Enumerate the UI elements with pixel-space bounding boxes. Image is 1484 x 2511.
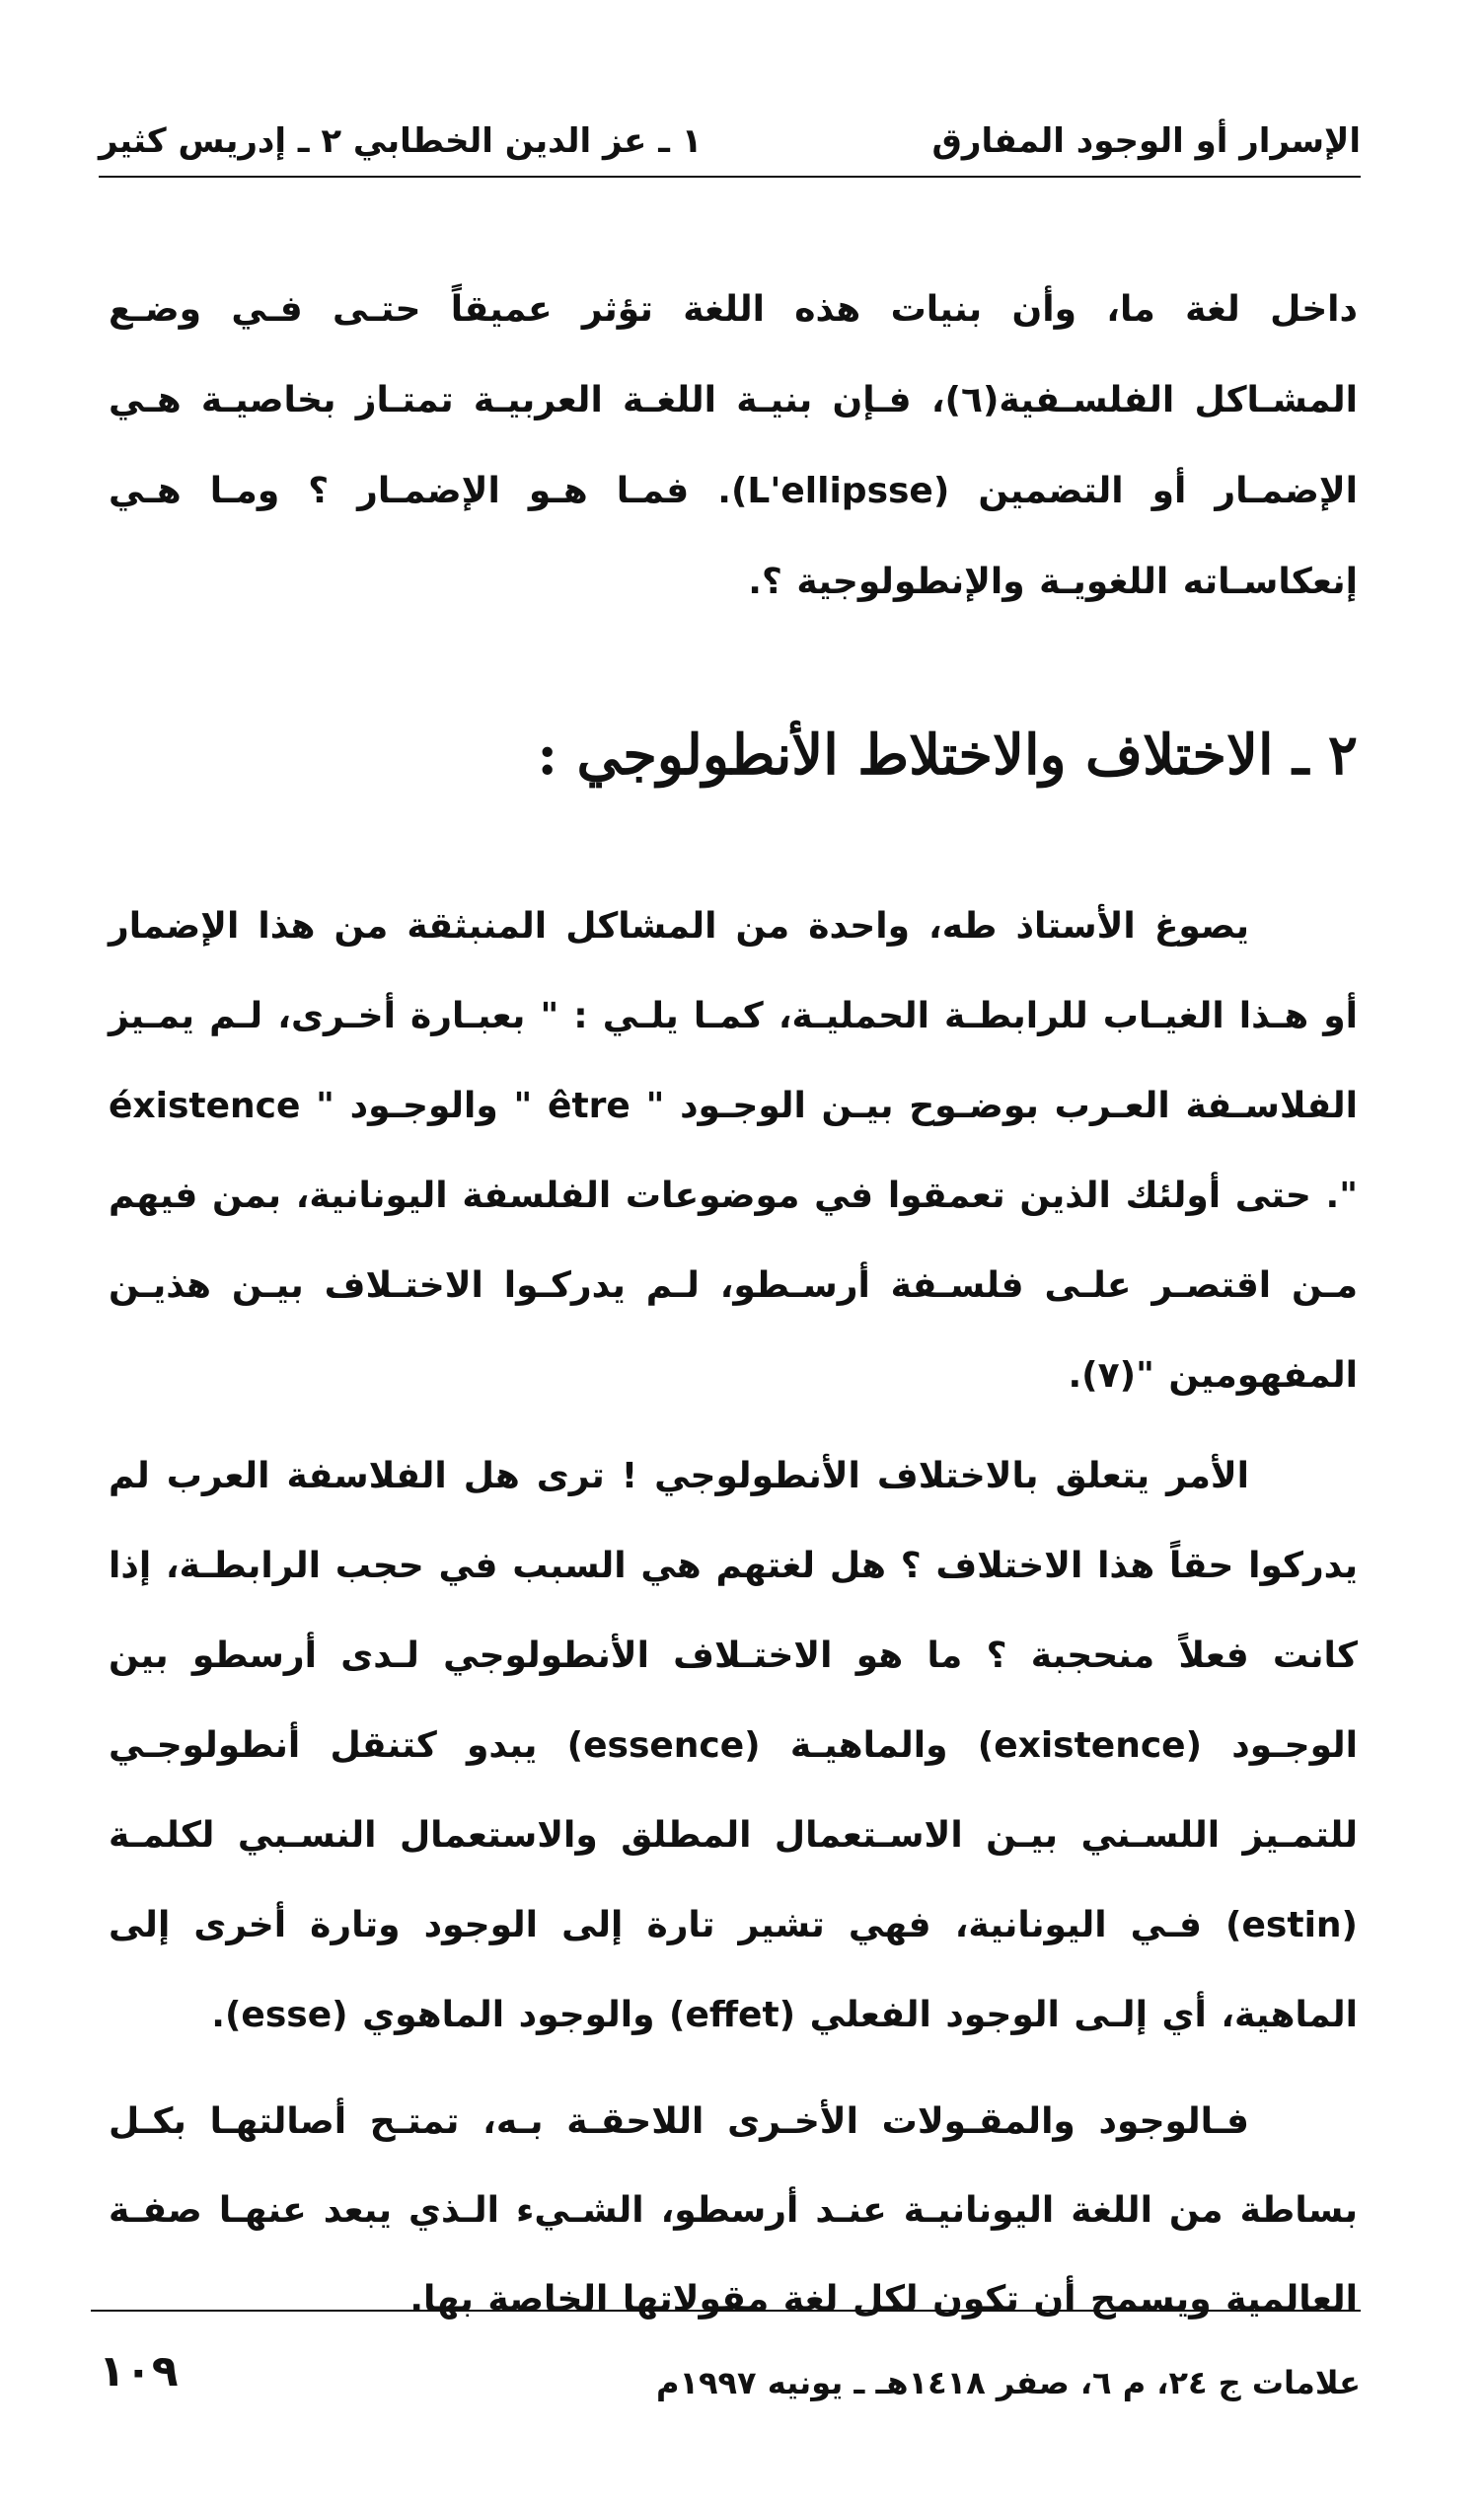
paragraph-text: يصوغ الأستاذ طه، واحدة من المشاكل المنبثقة من هذا الإضمار أو هـذا الغيـاب للرابطـة الحمليـة، كمـا يلـي : " بعبـارة أخـرى، لـم يمـيز الفلاسـفة العـرب بوضـوح بيـن الوجـود " être " والوجـود " éxistence ". حتى أولئك الذين تعمقوا في موضوعات الفلسفة اليونانية، بمن فيهم مـن اقتصـر علـى فلسـفة أرسـطو، لـم يدركـوا الاختـلاف بيـن هذيـن المفهومين "(٧). [109, 906, 1359, 1396]
paragraph-text: داخل لغة ما، وأن بنيات هذه اللغة تؤثر عميقاً حتـى فـي وضـع المشـاكل الفلسـفية(٦)، فـإن بنيـة اللغـة العربيـة تمتـاز بخاصيـة هـي الإضمـار أو التضمين (L'ellipsse). فمـا هـو الإضمـار ؟ ومـا هـي إنعكاسـاته اللغويـة والإنطولوجية ؟. [109, 289, 1358, 602]
page-footer [99, 2337, 1361, 2416]
body-paragraph-4 [109, 2078, 1358, 2344]
section-heading: ٢ ـ الاختلاف والاختلاط الأنطولوجي : [537, 723, 1358, 788]
running-header [99, 107, 1361, 176]
body-paragraph-3 [109, 1431, 1358, 2060]
paragraph-text: فـالوجود والمقـولات الأخـرى اللاحقـة بـه، تمتـح أصالتهـا بكـل بساطة من اللغة اليونانيـة عنـد أرسطو، الشـيء الـذي يبعد عنهـا صفـة العالمية ويسمح أن تكون لكل لغة مقولاتها الخاصة بها. [109, 2101, 1358, 2320]
header-divider [99, 176, 1361, 178]
page-number: ١٠٩ [99, 2346, 179, 2397]
authors-line: ١ ـ عز الدين الخطابي ٢ ـ إدريس كثير [99, 121, 703, 161]
book-title: الإسرار أو الوجود المفارق [931, 121, 1361, 161]
paragraph-text: الأمر يتعلق بالاختلاف الأنطولوجي ! ترى هل الفلاسفة العرب لم يدركوا حقاً هذا الاختلاف ؟ هل لغتهم هي السبب في حجب الرابطـة، إذا كانت فعلاً منحجبة ؟ ما هو الاختـلاف الأنطولوجي لـدى أرسطو بين الوجـود (existence) والماهيـة (essence) يبدو كتنقل أنطولوجـي للتمـيز اللسـني بيـن الاسـتعمال المطلق والاستعمال النسـبي لكلمـة (estin) فـي اليونانية، فهي تشير تارة إلى الوجود وتارة أخرى إلى الماهية، أي إلـى الوجود الفعلي (effet) والوجود الماهوي (esse). [109, 1456, 1358, 2035]
footer-divider [91, 2310, 1361, 2312]
journal-info: علامات ج ٢٤، م ٦، صفر ١٤١٨هـ ـ يونيه ١٩٩٧م [655, 2364, 1361, 2401]
body-paragraph-2 [109, 881, 1358, 1420]
body-paragraph-1 [109, 265, 1358, 628]
